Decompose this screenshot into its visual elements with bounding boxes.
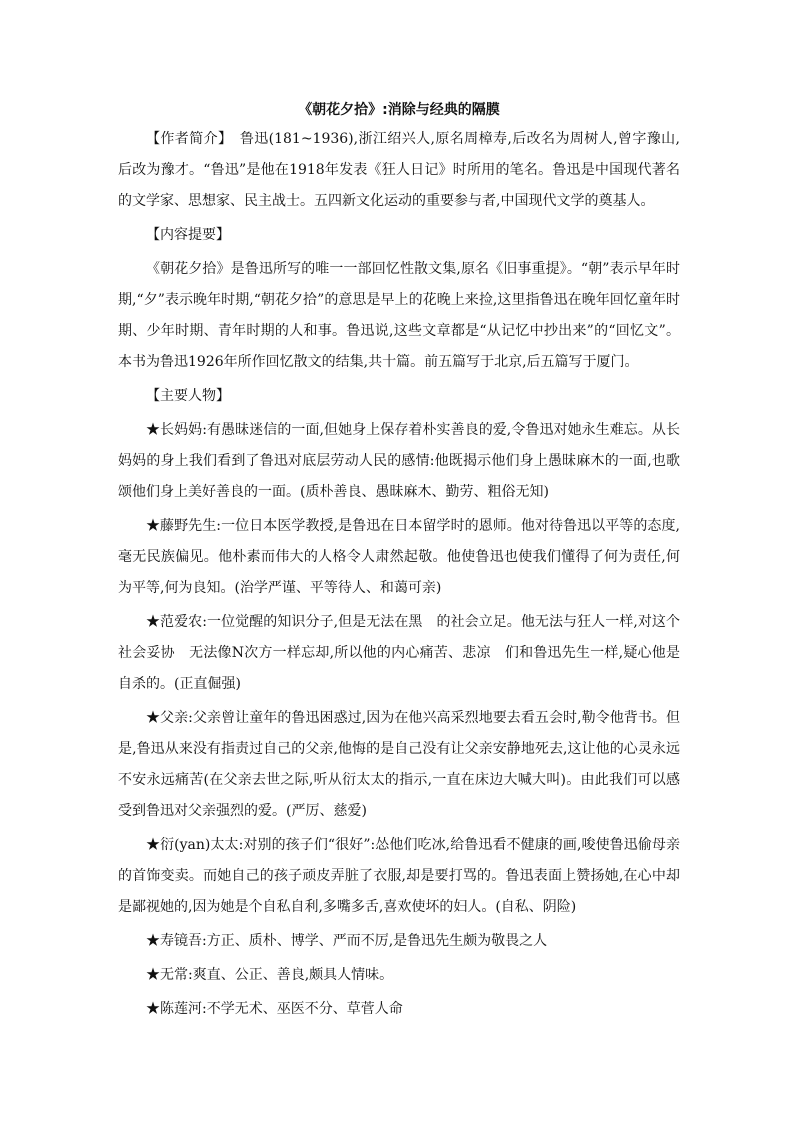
character-entry-yan-taitai: ★衍(yan)太太:对别的孩子们“很好”:怂他们吃冰,给鲁迅看不健康的画,唆使鲁迅偷母亲的首饰变卖。而她自己的孩子顽皮弄脏了衣服,却是要打骂的。鲁迅表面上赞扬她,在心中却是鄙视她的,因为她是个自私自利,多嘴多舌,喜欢使坏的妇人。(自私、阴险) [118,837,680,915]
character-entry-shou-jingwu: ★寿镜吾:方正、质朴、博学、严而不厉,是鲁迅先生颇为敬畏之人 [146,933,548,949]
character-entry-chen-lianhe: ★陈莲河:不学无术、巫医不分、草菅人命 [146,1001,403,1017]
character-entry-changmama: ★长妈妈:有愚昧迷信的一面,但她身上保存着朴实善良的爱,令鲁迅对她永生难忘。从长妈妈的身上我们看到了鲁迅对底层劳动人民的感情:他既揭示他们身上愚昧麻木的一面,也歌颂他们身上美好善良的一面。(质朴善良、愚昧麻木、勤劳、粗俗无知) [118,422,680,500]
summary-paragraph: 《朝花夕拾》是鲁迅所写的唯一一部回忆性散文集,原名《旧事重提》。“朝”表示早年时期,“夕”表示晚年时期,“朝花夕拾”的意思是早上的花晚上来捡,这里指鲁迅在晚年回忆童年时期、少年时期、青年时期的人和事。鲁迅说,这些文章都是“从记忆中抄出来”的“回忆文”。本书为鲁迅1926年所作回忆散文的结集,共十篇。前五篇写于北京,后五篇写于厦门。 [118,261,680,370]
document-title: 《朝花夕拾》:消除与经典的隔膜 [298,102,500,118]
character-entry-father: ★父亲:父亲曾让童年的鲁迅困惑过,因为在他兴高采烈地要去看五会时,勒令他背书。但是,鲁迅从来没有指责过自己的父亲,他悔的是自己没有让父亲安静地死去,这让他的心灵永远不安永远痛苦(在父亲去世之际,听从衍太太的指示,一直在床边大喊大叫)。由此我们可以感受到鲁迅对父亲强烈的爱。(严厉、慈爱) [118,710,680,819]
author-intro-paragraph: 【作者简介】 鲁迅(181~1936),浙江绍兴人,原名周樟寿,后改名为周树人,曾字豫山,后改为豫才。“鲁迅”是他在1918年发表《狂人日记》时所用的笔名。鲁迅是中国现代著名的文学家、思想家、民主战士。五四新文化运动的重要参与者,中国现代文学的奠基人。 [118,131,680,209]
character-entry-wuchang: ★无常:爽直、公正、善良,颇具人情味。 [146,967,394,983]
character-entry-fan-ainong: ★范爱农:一位觉醒的知识分子,但是无法在黑 的社会立足。他无法与狂人一样,对这个社会妥协 无法像N次方一样忘却,所以他的内心痛苦、悲凉 们和鲁迅先生一样,疑心他是自杀的。(正直倔强) [118,614,680,692]
summary-heading: 【内容提要】 [146,227,230,243]
characters-heading: 【主要人物】 [146,388,230,404]
character-entry-fujino: ★藤野先生:一位日本医学教授,是鲁迅在日本留学时的恩师。他对待鲁迅以平等的态度,毫无民族偏见。他朴素而伟大的人格令人肃然起敬。他使鲁迅也使我们懂得了何为责任,何为平等,何为良知。(治学严谨、平等待人、和蔼可亲) [118,518,680,596]
